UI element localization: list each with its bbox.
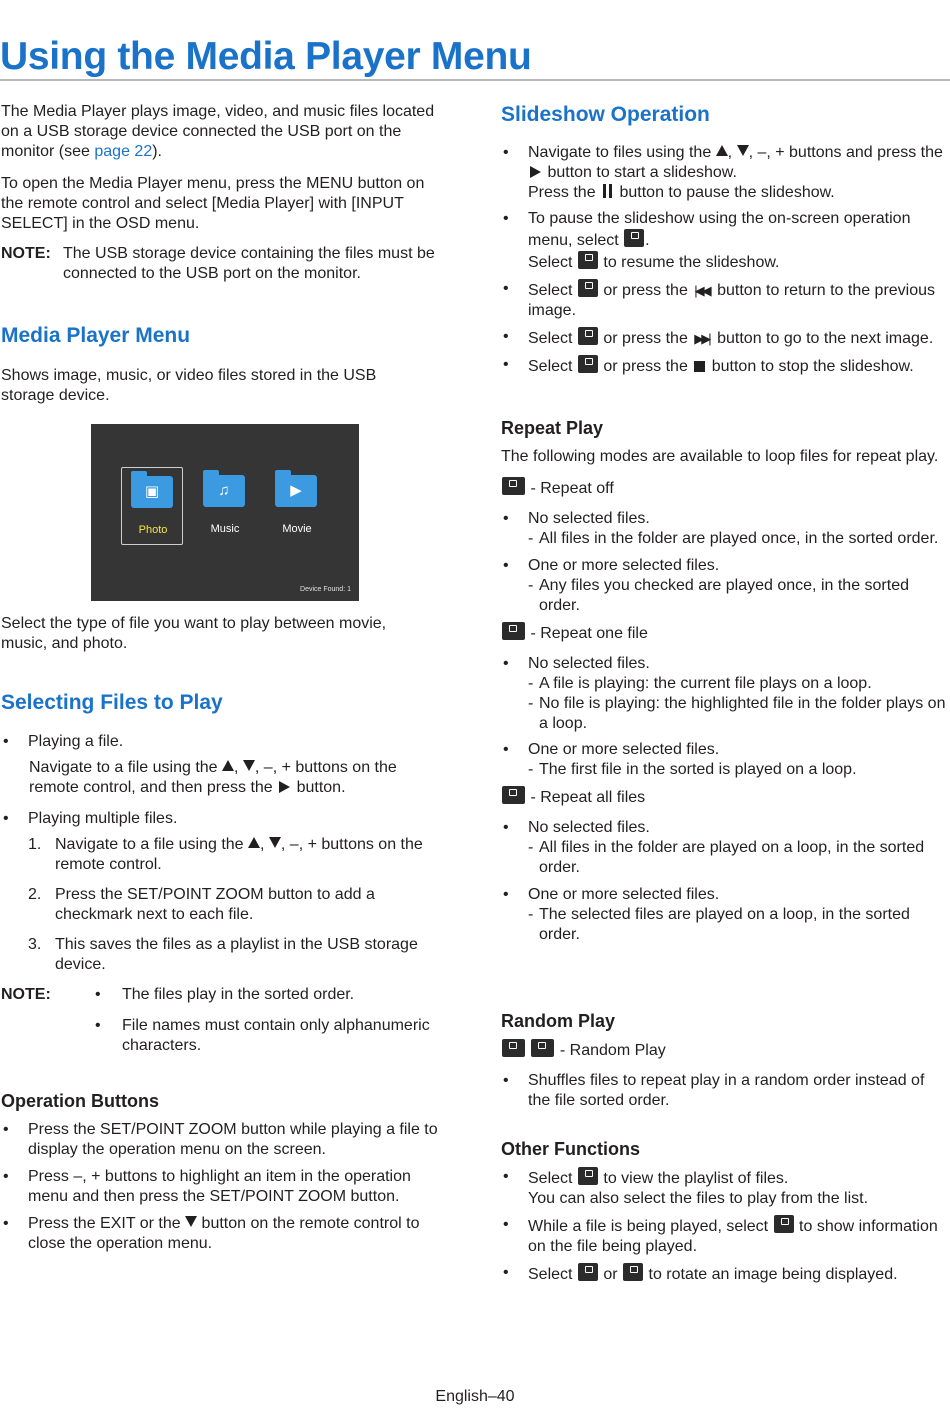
selecting-note: NOTE: • The files play in the sorted order. (1, 986, 355, 1003)
list-item: • No selected files. (501, 654, 946, 674)
list-item: • One or more selected files. (501, 556, 946, 576)
note-text: The USB storage device containing the files must be connected to the USB port on the monitor. (63, 245, 435, 282)
intro-paragraph-2: To open the Media Player menu, press the MENU button on the remote control and select [Media Player] with [INPUT SELECT] in the OSD menu. (1, 175, 425, 232)
list-item: • No selected files. (501, 509, 946, 529)
music-icon: ♫ (203, 475, 245, 507)
pause-button-icon (624, 229, 644, 247)
up-arrow-icon (222, 760, 234, 771)
play-icon (530, 166, 541, 178)
down-arrow-icon (269, 837, 281, 848)
intro-note (1, 244, 446, 284)
list-item: • Press the EXIT or the button on the remote control to close the operation menu. (1, 1214, 441, 1254)
skip-back-icon: |◀◀ (694, 283, 709, 298)
tile-music-label: Music (210, 523, 240, 535)
random-play-heading: Random Play (501, 1011, 616, 1031)
selecting-files-heading: Selecting Files to Play (1, 691, 223, 714)
info-icon (774, 1215, 794, 1233)
numbered-item: 2. Press the SET/POINT ZOOM button to add a checkmark next to each file. (28, 886, 375, 923)
random-section (501, 1039, 946, 1111)
repeat-off-label: - Repeat off (501, 477, 946, 499)
list-item: • One or more selected files. (501, 740, 946, 760)
up-arrow-icon (248, 837, 260, 848)
list-item: • While a file is being played, select to show information on the file being played. (501, 1215, 946, 1257)
down-arrow-icon (737, 145, 749, 156)
random-off-icon (531, 1039, 554, 1057)
repeat-section (501, 447, 946, 945)
rotate-left-icon (578, 1263, 598, 1281)
slideshow-heading: Slideshow Operation (501, 103, 710, 126)
selecting-note-2: • File names must contain only alphanumeric characters. (95, 1017, 430, 1054)
list-item: • Playing a file. (1, 732, 446, 752)
stop-icon (694, 361, 705, 372)
list-item-detail: - A file is playing: the current file plays on a loop. (501, 674, 946, 694)
selecting-files-section (1, 732, 446, 1056)
list-item: • Select or press the |◀◀ button to return to the previous image. (501, 279, 946, 321)
previous-button-icon (578, 279, 598, 297)
next-button-icon (578, 327, 598, 345)
repeat-all-icon (502, 786, 525, 804)
list-item: • Select or press the button to stop the slideshow. (501, 355, 946, 377)
list-item: • Press the SET/POINT ZOOM button while playing a file to display the operation menu on the screen. (1, 1120, 441, 1160)
up-arrow-icon (716, 145, 728, 156)
list-item: • To pause the slideshow using the on-screen operation menu, select . Select to resume the slideshow. (501, 209, 946, 273)
other-section (501, 1167, 946, 1285)
tile-movie[interactable] (266, 467, 326, 543)
movie-icon: ▶ (275, 475, 317, 507)
repeat-play-heading: Repeat Play (501, 418, 604, 438)
page-link[interactable]: page 22 (94, 143, 153, 160)
repeat-description: The following modes are available to loop files for repeat play. (501, 448, 939, 465)
media-menu-description: Shows image, music, or video files stored in the USB storage device. (1, 367, 377, 404)
list-item: • Shuffles files to repeat play in a random order instead of the file sorted order. (501, 1071, 946, 1111)
repeat-one-label: - Repeat one file (501, 622, 946, 644)
list-item-detail: - Any files you checked are played once, in the sorted order. (501, 576, 946, 616)
intro-paragraph-1: The Media Player plays image, video, and music files located on a USB storage device connected the USB port on the monitor (see page 22). (1, 103, 435, 160)
rotate-right-icon (623, 1263, 643, 1281)
intro-section (1, 102, 446, 284)
media-player-screen (91, 424, 359, 601)
play-icon (279, 781, 290, 793)
tile-photo-label: Photo (138, 524, 168, 536)
device-found-text: Device Found: 1 (300, 586, 351, 593)
playlist-icon (578, 1167, 598, 1185)
list-item: • Press –, + buttons to highlight an item in the operation menu and then press the SET/POINT ZOOM button. (1, 1167, 441, 1207)
note-label: NOTE: (1, 245, 51, 262)
page-footer: English–40 (435, 1388, 515, 1405)
down-arrow-icon (185, 1216, 197, 1227)
photo-icon: ▣ (131, 476, 173, 508)
pause-icon (603, 184, 612, 198)
list-item: • Playing multiple files. (1, 809, 446, 829)
operation-section (1, 1120, 441, 1254)
numbered-item: 1. Navigate to a file using the , , –, + buttons on the remote control. (28, 836, 423, 873)
list-item-detail: - All files in the folder are played once, in the sorted order. (501, 529, 946, 549)
numbered-item: 3. This saves the files as a playlist in the USB storage device. (28, 936, 418, 973)
list-item: • One or more selected files. (501, 885, 946, 905)
media-menu-after-text: Select the type of file you want to play between movie, music, and photo. (1, 615, 387, 652)
random-play-label: - Random Play (501, 1039, 946, 1061)
list-item: • Select or press the ▶▶| button to go to the next image. (501, 327, 946, 349)
repeat-off-icon (502, 477, 525, 495)
list-item: • Navigate to files using the , , –, + buttons and press the button to start a slideshow. Press the button to pause the slideshow. (501, 143, 946, 203)
skip-forward-icon: ▶▶| (694, 331, 709, 346)
page-title: Using the Media Player Menu (0, 35, 532, 78)
tile-movie-label: Movie (282, 523, 312, 535)
random-on-icon (502, 1039, 525, 1057)
repeat-all-label: - Repeat all files (501, 786, 946, 808)
list-item: • No selected files. (501, 818, 946, 838)
stop-button-icon (578, 355, 598, 373)
title-rule (0, 79, 950, 81)
note-label: NOTE: (1, 986, 51, 1003)
list-item-detail: Navigate to a file using the , , –, + buttons on the remote control, and then press the button. (29, 759, 397, 796)
down-arrow-icon (243, 760, 255, 771)
list-item-detail: - No file is playing: the highlighted file in the folder plays on a loop. (501, 694, 946, 734)
list-item: • Select or to rotate an image being displayed. (501, 1263, 946, 1285)
media-player-menu-heading: Media Player Menu (1, 324, 191, 347)
list-item-detail: - The first file in the sorted is played on a loop. (501, 760, 946, 780)
slideshow-section (501, 143, 946, 377)
operation-buttons-heading: Operation Buttons (1, 1091, 159, 1111)
list-item: • Select to view the playlist of files. You can also select the files to play from the list. (501, 1167, 946, 1209)
repeat-one-icon (502, 622, 525, 640)
list-item-detail: - The selected files are played on a loop, in the sorted order. (501, 905, 946, 945)
tile-photo[interactable] (121, 467, 183, 545)
tile-music[interactable] (194, 467, 254, 543)
list-item-detail: - All files in the folder are played on a loop, in the sorted order. (501, 838, 946, 878)
play-button-icon (578, 251, 598, 269)
other-functions-heading: Other Functions (501, 1139, 640, 1159)
